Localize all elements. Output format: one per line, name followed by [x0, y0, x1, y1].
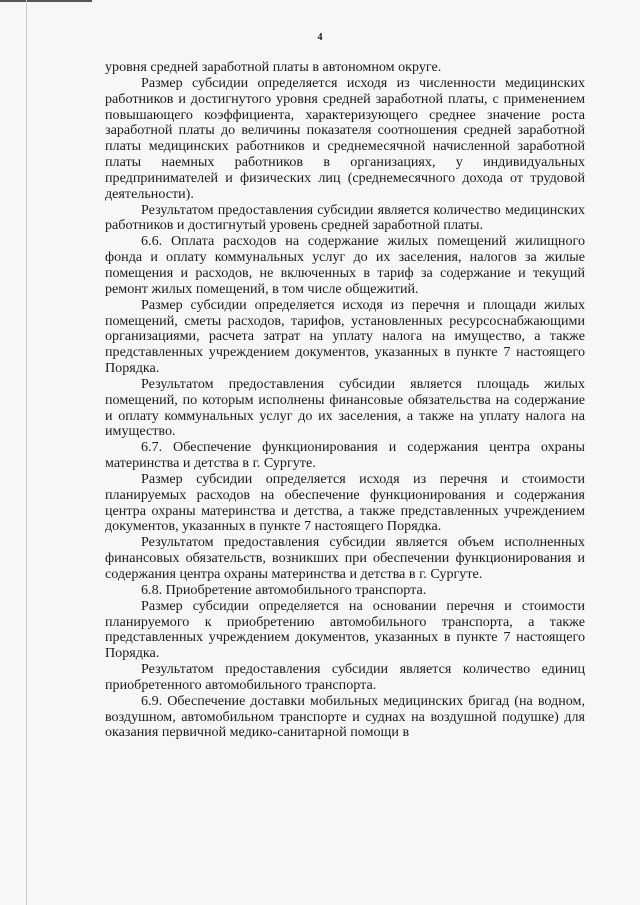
page-number: 4	[317, 32, 323, 43]
scan-edge-mark-top	[0, 0, 92, 2]
paragraph: Размер субсидии определяется на основании перечня и стоимости планируемого к приобретению автомобильного транспорта, а также представленных учреждением документов, указанных в пункте 7 настоящего Порядка.	[105, 597, 585, 662]
paragraph: Результатом предоставления субсидии является количество медицинских работников и достигнутый уровень средней заработной платы.	[105, 201, 585, 234]
paragraph: Размер субсидии определяется исходя из перечня и стоимости планируемых расходов на обеспечение функционирования и содержания центра охраны материнства и детства, а также представленных учреждением документов, указанных в пункте 7 настоящего Порядка.	[105, 470, 585, 535]
paragraph: 6.7. Обеспечение функционирования и содержания центра охраны материнства и детства в г. Сургуте.	[105, 439, 585, 472]
paragraph: Размер субсидии определяется исходя из численности медицинских работников и достигнутого уровня средней заработной платы, с применением повышающего коэффициента, характеризующего среднее значение роста заработной платы до величины показателя соотношения средней заработной платы медицинских работников и среднемесячной начисленной заработной платы наемных работников в организациях, у индивидуальных предпринимателей и физических лиц (среднемесячного дохода от трудовой деятельности).	[105, 74, 585, 202]
paragraph: 6.9. Обеспечение доставки мобильных медицинских бригад (на водном, воздушном, автомобильном транспорте и суднах на воздушной подушке) для оказания первичной медико-санитарной помощи в	[105, 692, 585, 741]
paragraph: Результатом предоставления субсидии является количество единиц приобретенного автомобильного транспорта.	[105, 661, 585, 693]
paragraph: уровня средней заработной платы в автономном округе.	[105, 59, 442, 75]
document-body	[105, 60, 585, 741]
paragraph: Результатом предоставления субсидии является площадь жилых помещений, по которым исполнены финансовые обязательства на содержание и оплату коммунальных услуг до их заселения, а также на уплату налога на имущество.	[105, 375, 585, 440]
paragraph: Результатом предоставления субсидии является объем исполненных финансовых обязательств, возникших при обеспечении функционирования и содержания центра охраны материнства и детства в г. Сургуте.	[105, 534, 585, 582]
scan-edge-mark-left	[26, 0, 27, 905]
paragraph: Размер субсидии определяется исходя из перечня и площади жилых помещений, сметы расходов, тарифов, установленных ресурсоснабжающими организациями, расчета затрат на уплату налога на имущество, а также представленных учреждением документов, указанных в пункте 7 настоящего Порядка.	[105, 296, 585, 377]
paragraph: 6.6. Оплата расходов на содержание жилых помещений жилищного фонда и оплату коммунальных услуг до их заселения, налогов за жилые помещения и расходов, не включенных в тариф за содержание и текущий ремонт жилых помещений, в том числе общежитий.	[105, 233, 585, 297]
paragraph: 6.8. Приобретение автомобильного транспорта.	[141, 581, 427, 598]
